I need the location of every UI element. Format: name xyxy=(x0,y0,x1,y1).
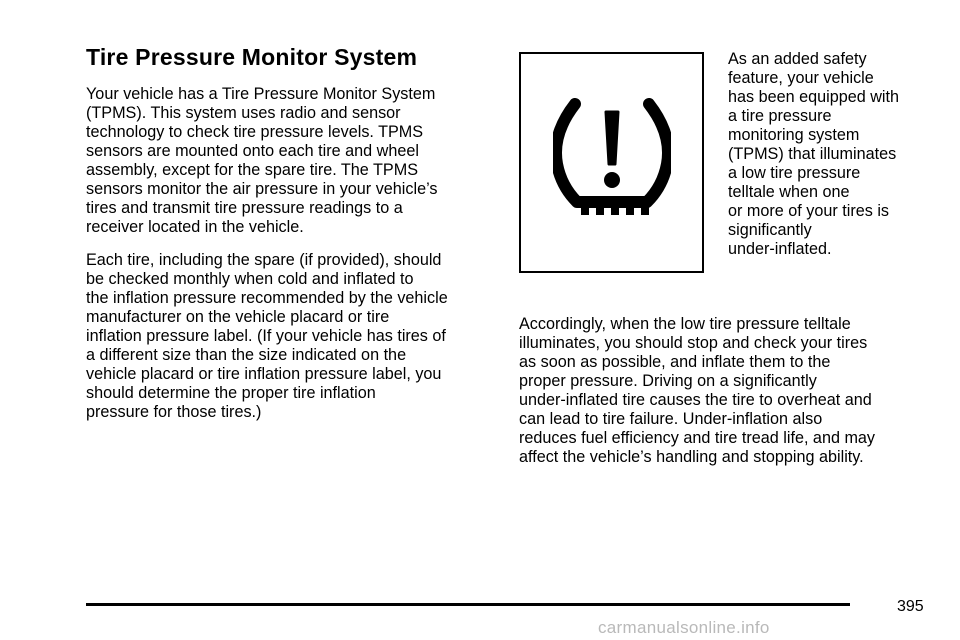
text-line: a tire pressure xyxy=(728,107,832,125)
text-line: inflation pressure label. (If your vehicle has tires of xyxy=(86,327,446,345)
text-line: Each tire, including the spare (if provided), should xyxy=(86,251,442,269)
right-column xyxy=(519,315,929,481)
text-line: manufacturer on the vehicle placard or tire xyxy=(86,308,390,326)
left-column xyxy=(86,85,496,436)
low-tire-pressure-telltale-icon xyxy=(553,98,671,218)
text-line: Your vehicle has a Tire Pressure Monitor System xyxy=(86,85,436,103)
text-line: a different size than the size indicated on the xyxy=(86,346,407,364)
text-line: technology to check tire pressure levels. TPMS xyxy=(86,123,424,141)
text-line: (TPMS) that illuminates xyxy=(728,145,897,163)
text-line: the inflation pressure recommended by the vehicle xyxy=(86,289,448,307)
text-line: should determine the proper tire inflation xyxy=(86,384,376,402)
page-title: Tire Pressure Monitor System xyxy=(86,44,418,70)
text-line: can lead to tire failure. Under-inflation also xyxy=(519,410,823,428)
text-line: under-inflated. xyxy=(728,240,832,258)
telltale-icon-frame xyxy=(519,52,704,273)
text-line: pressure for those tires.) xyxy=(86,403,262,421)
text-line: a low tire pressure xyxy=(728,164,861,182)
text-line: Accordingly, when the low tire pressure telltale xyxy=(519,315,851,333)
text-line: under-inflated tire causes the tire to overheat and xyxy=(519,391,872,409)
text-line: be checked monthly when cold and inflated to xyxy=(86,270,414,288)
paragraph-telltale-action xyxy=(519,315,929,467)
text-line: affect the vehicle’s handling and stopping ability. xyxy=(519,448,864,466)
text-line: reduces fuel efficiency and tire tread life, and may xyxy=(519,429,876,447)
page-number: 395 xyxy=(897,598,924,615)
text-line: As an added safety xyxy=(728,50,867,68)
text-line: vehicle placard or tire inflation pressure label, you xyxy=(86,365,442,383)
text-line: sensors are mounted onto each tire and wheel xyxy=(86,142,419,160)
text-line: monitoring system xyxy=(728,126,860,144)
text-line: or more of your tires is xyxy=(728,202,890,220)
text-line: proper pressure. Driving on a significantly xyxy=(519,372,817,390)
text-line: as soon as possible, and inflate them to the xyxy=(519,353,831,371)
text-line: (TPMS). This system uses radio and sensor xyxy=(86,104,401,122)
telltale-side-text xyxy=(728,50,948,273)
paragraph-tire-check xyxy=(86,251,496,422)
text-line: telltale when one xyxy=(728,183,850,201)
text-line: receiver located in the vehicle. xyxy=(86,218,304,236)
footer-rule xyxy=(86,603,850,606)
text-line: sensors monitor the air pressure in your vehicle’s xyxy=(86,180,438,198)
text-line: has been equipped with xyxy=(728,88,900,106)
text-line: significantly xyxy=(728,221,812,239)
paragraph-safety-feature xyxy=(728,50,948,259)
text-line: illuminates, you should stop and check your tires xyxy=(519,334,868,352)
text-line: assembly, except for the spare tire. The TPMS xyxy=(86,161,418,179)
text-line: tires and transmit tire pressure readings to a xyxy=(86,199,403,217)
text-line: feature, your vehicle xyxy=(728,69,874,87)
paragraph-tpms-intro xyxy=(86,85,496,237)
watermark: carmanualsonline.info xyxy=(598,618,770,637)
